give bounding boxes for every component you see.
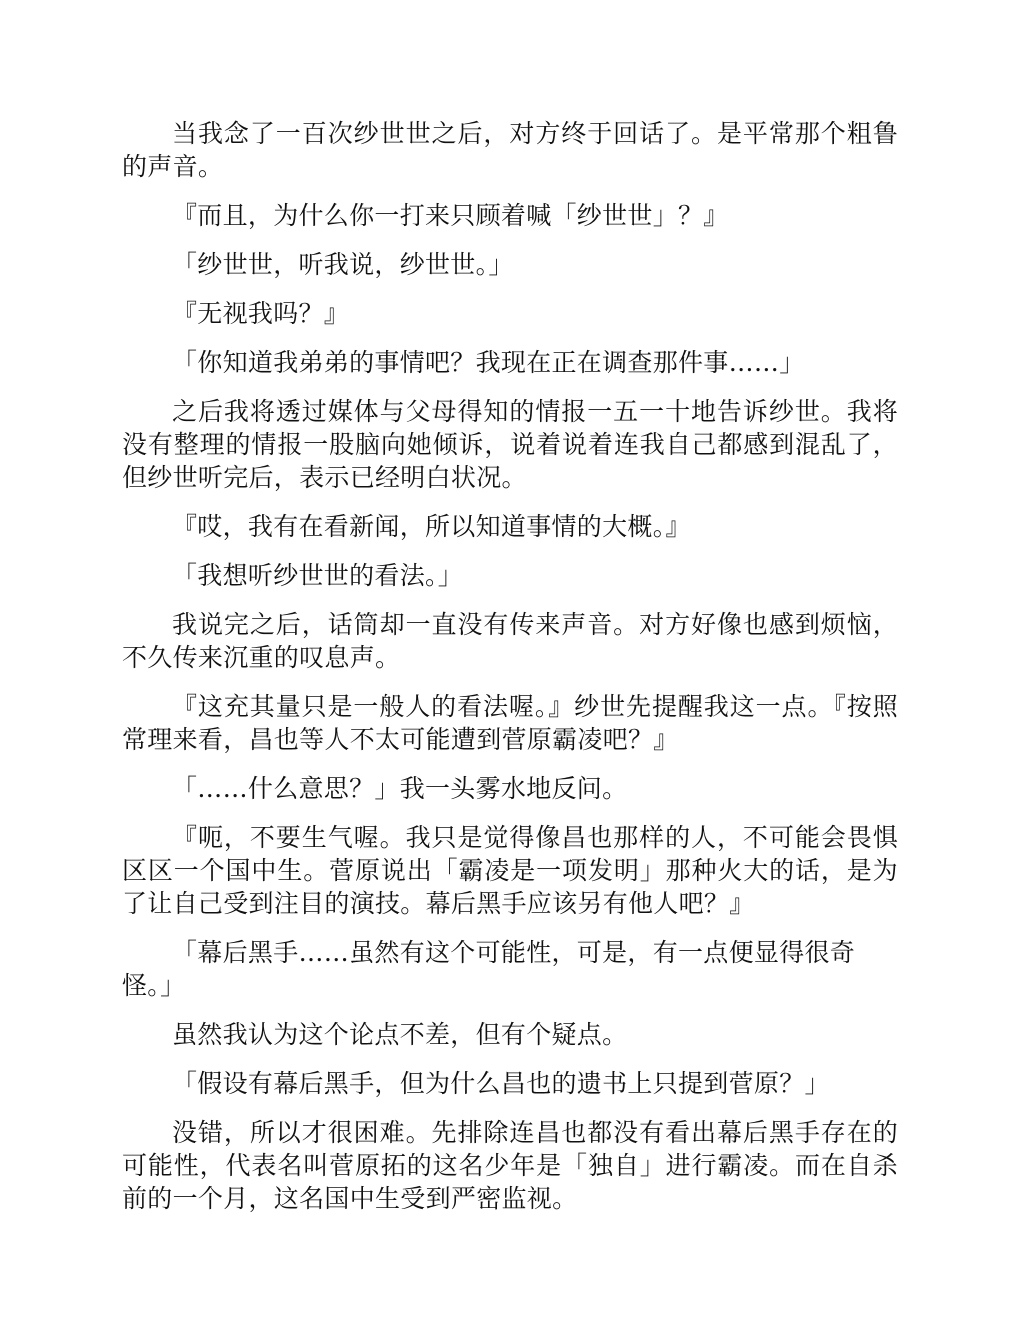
paragraph: 『而且，为什么你一打来只顾着喊「纱世世」？』 [172, 201, 729, 230]
paragraph: 当我念了一百次纱世世之后，对方终于回话了。是平常那个粗鲁的声音。 [122, 119, 898, 181]
paragraph: 「幕后黑手……虽然有这个可能性，可是，有一点便显得很奇怪。」 [122, 938, 856, 1000]
paragraph: 没错，所以才很困难。先排除连昌也都没有看出幕后黑手存在的可能性，代表名叫菅原拓的这名少年是「独自」进行霸凌。而在自杀前的一个月，这名国中生受到严密监视。 [122, 1118, 898, 1213]
paragraph: 之后我将透过媒体与父母得知的情报一五一十地告诉纱世。我将没有整理的情报一股脑向她倾诉，说着说着连我自己都感到混乱了，但纱世听完后，表示已经明白状况。 [122, 397, 898, 492]
paragraph: 「假设有幕后黑手，但为什么昌也的遗书上只提到菅原？」 [172, 1069, 830, 1098]
paragraph: 「你知道我弟弟的事情吧？我现在正在调查那件事……」 [172, 348, 805, 377]
paragraph: 『这充其量只是一般人的看法喔。』纱世先提醒我这一点。『按照常理来看，昌也等人不太可能遭到菅原霸凌吧？』 [122, 692, 898, 754]
paragraph: 虽然我认为这个论点不差，但有个疑点。 [172, 1020, 628, 1049]
document-page [122, 117, 898, 1231]
paragraph: 「纱世世，听我说，纱世世。」 [172, 250, 514, 279]
paragraph: 「我想听纱世世的看法。」 [172, 561, 464, 590]
paragraph: 『哎，我有在看新闻，所以知道事情的大概。』 [172, 512, 691, 541]
paragraph: 我说完之后，话筒却一直没有传来声音。对方好像也感到烦恼，不久传来沉重的叹息声。 [122, 610, 898, 672]
paragraph: 『呃，不要生气喔。我只是觉得像昌也那样的人，不可能会畏惧区区一个国中生。菅原说出「霸凌是一项发明」那种火大的话，是为了让自己受到注目的演技。幕后黑手应该另有他人吧？』 [122, 823, 898, 918]
paragraph: 「……什么意思？」我一头雾水地反问。 [172, 774, 628, 803]
paragraph: 『无视我吗？』 [172, 299, 350, 328]
